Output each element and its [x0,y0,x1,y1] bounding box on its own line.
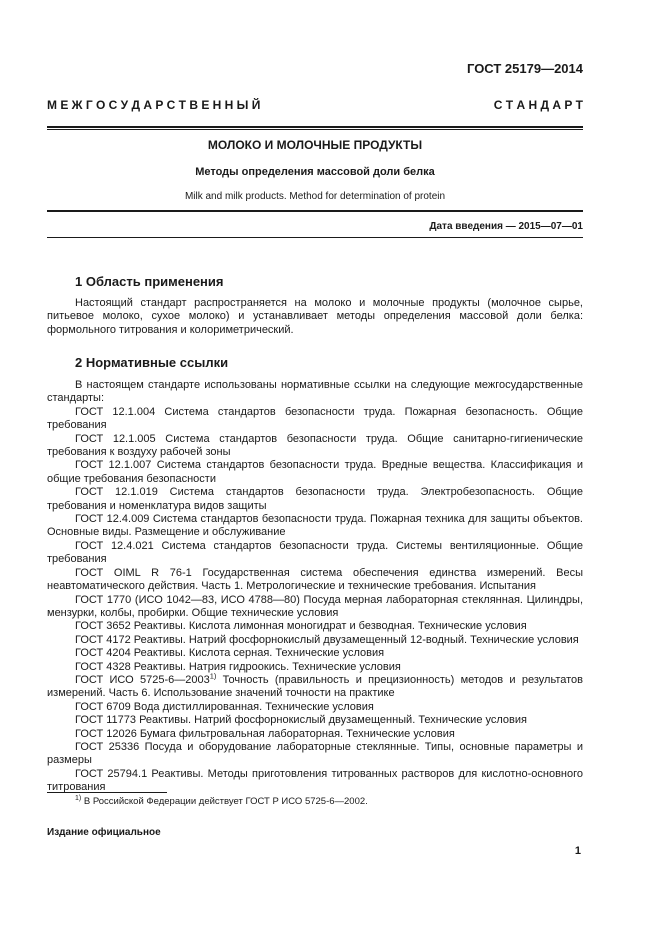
introduction-date: Дата введения — 2015—07—01 [429,221,583,232]
reference-item: ГОСТ 6709 Вода дистиллированная. Технические условия [75,700,374,713]
reference-item: ГОСТ 25336 Посуда и оборудование лабораторные стеклянные. Типы, основные параметры и размеры [47,740,583,767]
page-number: 1 [574,845,581,857]
banner-word-interstate: М Е Ж Г О С У Д А Р С Т В Е Н Н Ы Й [47,98,261,112]
section-2-body [47,379,583,795]
reference-item: ГОСТ 3652 Реактивы. Кислота лимонная моногидрат и безводная. Технические условия [75,620,527,633]
iso-ref-code: ГОСТ ИСО 5725-6—2003 [75,673,210,686]
title-english: Milk and milk products. Method for determination of protein [184,191,446,202]
reference-item: ГОСТ 1770 (ИСО 1042—83, ИСО 4788—80) Посуда мерная лабораторная стеклянная. Цилиндры, мензурки, колбы, пробирки. Общие технические условия [47,593,583,619]
section-1-text: Настоящий стандарт распространяется на молоко и молочные продукты (молочное сырье, питьевое молоко, сухое молоко) и устанавливает методы определения массовой доли белка: формольного титрования и колориметрический. [47,297,583,336]
iso-ref-title: Точность (правильность и прецизионность) методов и результатов измерений. Часть 6. Использование значений точности на практике [47,673,583,700]
section-2-heading: 2 Нормативные ссылки [75,355,229,370]
footnote-marker-ref: 1) [209,671,217,681]
reference-item-iso [47,671,583,701]
reference-item: ГОСТ 12.1.019 Система стандартов безопасности труда. Электробезопасность. Общие требования и номенклатура видов защиты [47,486,583,512]
header-divider-thick [47,126,583,128]
title-sub: Методы определения массовой доли белка [195,166,435,178]
reference-item: ГОСТ OIML R 76-1 Государственная система обеспечения единства измерений. Весы неавтоматического действия. Часть 1. Метрологические и технические требования. Испытания [47,566,583,593]
section-1-body [47,297,583,337]
footnote-marker: 1) [75,794,82,802]
title-divider [47,210,583,212]
document-number: ГОСТ 25179—2014 [467,61,583,76]
official-edition-label: Издание официальное [47,827,161,838]
reference-item: ГОСТ 12.1.005 Система стандартов безопасности труда. Общие санитарно-гигиенические требования к воздуху рабочей зоны [47,432,583,459]
title-main: МОЛОКО И МОЛОЧНЫЕ ПРОДУКТЫ [207,138,423,152]
footnote-divider [47,792,167,793]
reference-item: ГОСТ 12026 Бумага фильтровальная лабораторная. Технические условия [75,727,455,740]
footnote [75,796,368,807]
section-2-intro: В настоящем стандарте использованы нормативные ссылки на следующие межгосударственные стандарты: [47,379,583,405]
reference-item: ГОСТ 11773 Реактивы. Натрий фосфорнокислый двузамещенный. Технические условия [75,714,527,727]
section-1-heading: 1 Область применения [75,274,224,289]
reference-item: ГОСТ 12.1.004 Система стандартов безопасности труда. Пожарная безопасность. Общие требования [47,405,583,432]
reference-item: ГОСТ 12.1.007 Система стандартов безопасности труда. Вредные вещества. Классификация и общие требования безопасности [47,459,583,485]
reference-item: ГОСТ 4328 Реактивы. Натрия гидроокись. Технические условия [75,660,401,673]
footnote-text: В Российской Федерации действует ГОСТ Р ИСО 5725-6—2002. [81,796,368,807]
reference-item: ГОСТ 4172 Реактивы. Натрий фосфорнокислый двузамещенный 12-водный. Технические условия [75,633,579,646]
header-divider-thin [47,129,583,130]
reference-item: ГОСТ 12.4.021 Система стандартов безопасности труда. Системы вентиляционные. Общие требования [47,539,583,566]
reference-item: ГОСТ 12.4.009 Система стандартов безопасности труда. Пожарная техника для защиты объектов. Основные виды. Размещение и обслуживание [47,513,583,539]
reference-item: ГОСТ 25794.1 Реактивы. Методы приготовления титрованных растворов для кислотно-основного титрования [47,767,583,794]
banner-word-standard: С Т А Н Д А Р Т [493,98,583,112]
reference-item: ГОСТ 4204 Реактивы. Кислота серная. Технические условия [75,647,385,660]
date-divider [47,237,583,238]
standard-banner [47,98,583,112]
